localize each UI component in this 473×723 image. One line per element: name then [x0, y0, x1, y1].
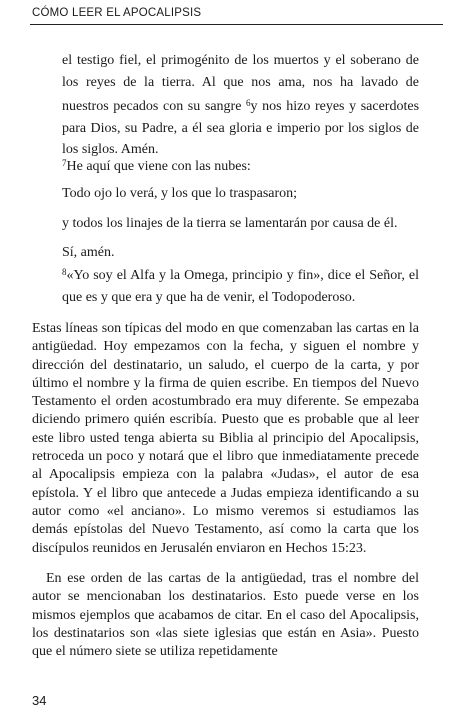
quote-text: «Yo soy el Alfa y la Omega, principio y fin», dice el Señor, el que es y que era y que ha de venir, el Todopoderoso. — [62, 268, 419, 305]
running-header: CÓMO LEER EL APOCALIPSIS — [32, 7, 202, 19]
quote-verse-7-line-2: Todo ojo lo verá, y los que lo traspasaron; — [62, 186, 298, 201]
quote-text: el testigo fiel, el primogénito de los muertos y el soberano de los reyes de la tierra. Al que nos ama, nos ha lavado de nuestros pecados con su sangre — [62, 53, 419, 114]
quote-verse-8 — [62, 262, 419, 308]
quote-verse-5-6 — [62, 50, 419, 161]
quote-verse-7-line-4: Sí, amén. — [62, 245, 115, 260]
quote-verse-7-line-1 — [62, 153, 419, 178]
verse-number: 6 — [246, 98, 251, 108]
verse-number: 7 — [62, 158, 67, 168]
body-paragraph-1: Estas líneas son típicas del modo en que comenzaban las cartas en la antigüedad. Hoy empezamos con la fecha, y siguen el nombre y dirección del destinatario, un saludo, el cuerpo de la carta, y por último el nombre y la firma de quien escribe. En tiempos del Nuevo Testamento el orden acostumbrado era muy diferente. Se empezaba diciendo primero quién escribía. Puesto que es probable que al leer este libro usted tenga abierta su Biblia al principio del Apocalipsis, retroceda un poco y notará que el libro que inmediatamente precede al Apocalipsis empieza con la palabra «Judas», el autor de esa epístola. Y el libro que antecede a Judas empieza identificando a su autor como «el anciano». Lo mismo veremos si estudiamos las demás epístolas del Nuevo Testamento, así como la carta que los discípulos reunidos en Jerusalén enviaron en Hechos 15:23. — [32, 321, 419, 556]
quote-text: y nos hizo reyes y sacerdotes para Dios, su Padre, a él sea gloria e imperio por los siglos de los siglos. Amén. — [62, 99, 420, 157]
body-paragraph-2: En ese orden de las cartas de la antigüedad, tras el nombre del autor se mencionaban los destinatarios. Esto puede verse en los mismos ejemplos que acabamos de citar. En el caso del Apocalipsis, los destinatarios son «las siete iglesias que están en Asia». Puesto que el número siete se utiliza repetidamente — [32, 571, 419, 660]
quote-text: He aquí que viene con las nubes: — [66, 159, 251, 174]
verse-number: 8 — [62, 267, 67, 277]
header-rule — [30, 24, 443, 25]
quote-verse-7-line-3: y todos los linajes de la tierra se lamentarán por causa de él. — [62, 216, 398, 231]
page-number: 34 — [32, 693, 47, 708]
